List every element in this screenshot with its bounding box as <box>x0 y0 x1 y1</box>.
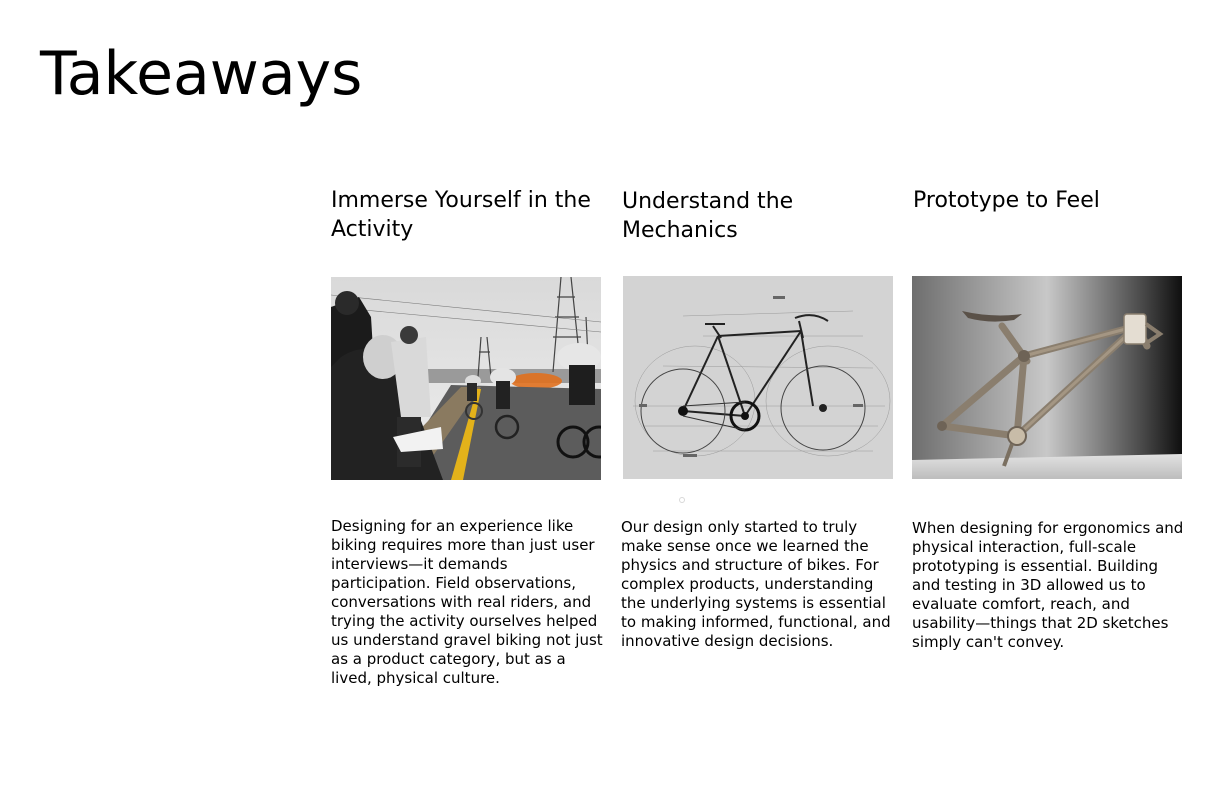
takeaway-body: Our design only started to truly make sense once we learned the physics and structure of bikes. For complex products, understanding the underlying systems is essential to making informed, functional, and innovative design decisions. <box>621 518 891 650</box>
page-title: Takeaways <box>40 39 363 109</box>
prototype-photo <box>912 276 1182 479</box>
loading-indicator-icon <box>679 497 685 503</box>
bike-sketch-image <box>623 276 893 479</box>
takeaway-body: Designing for an experience like biking requires more than just user interviews—it demands participation. Field observations, conversations with real riders, and trying the activity ourselves helped us understand gravel biking not just as a product category, but as a lived, physical culture. <box>331 517 603 687</box>
takeaway-title: Immerse Yourself in the Activity <box>331 188 591 242</box>
takeaway-title: Prototype to Feel <box>913 188 1100 213</box>
takeaway-title: Understand the Mechanics <box>622 189 794 243</box>
cyclists-photo <box>331 277 601 480</box>
takeaway-body: When designing for ergonomics and physical interaction, full-scale prototyping is essential. Building and testing in 3D allowed us to evaluate comfort, reach, and usability—things that 2D sketches simply can't convey. <box>912 519 1184 651</box>
